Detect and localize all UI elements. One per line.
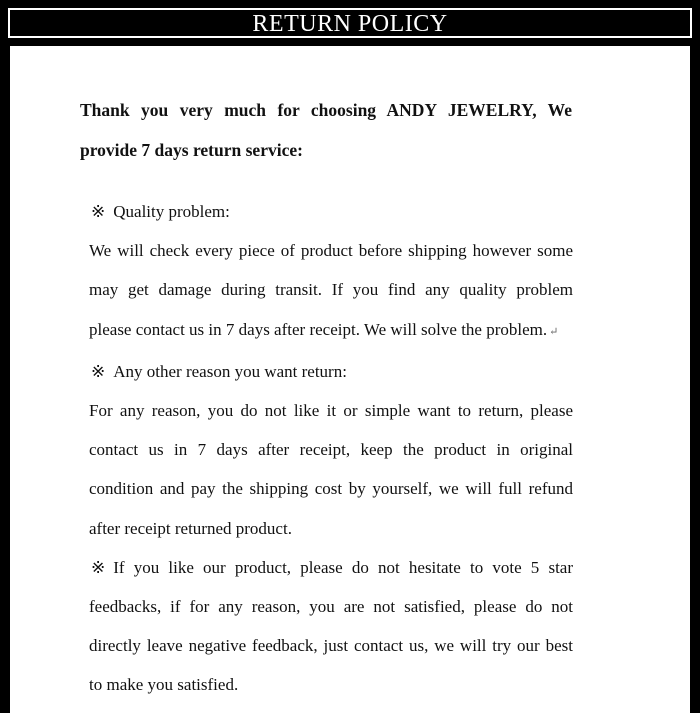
section-heading [89,352,573,391]
return-mark-icon: ↵ [549,325,559,338]
return-policy-banner [8,8,692,38]
policy-body [89,192,573,705]
section-line: contact us in 7 days after receipt, keep the product in original [89,440,573,460]
reference-mark-icon: ※ [91,361,106,381]
intro-paragraph [80,90,572,170]
section-line: to make you satisfied. [89,675,239,695]
section-heading-text: Any other reason you want return: [113,361,347,381]
section-line: We will check every piece of product before shipping however some [89,241,573,261]
section-heading [89,192,573,231]
section-line-wrap [89,310,573,352]
intro-line: provide 7 days return service: [80,140,303,160]
section-line: If you like our product, please do not hesitate to vote 5 star [113,557,573,577]
section-line: may get damage during transit. If you find any quality problem [89,280,573,300]
section-line: after receipt returned product. [89,518,292,538]
other-reason-section [89,352,573,548]
section-line-wrap [89,548,573,587]
reference-mark-icon: ※ [91,202,106,221]
quality-problem-section [89,192,573,352]
section-line: please contact us in 7 days after receipt. We will solve the problem. [89,319,548,339]
section-heading-text: Quality problem: [113,202,230,221]
intro-line: Thank you very much for choosing ANDY JEWELRY, We [80,100,572,120]
section-line: directly leave negative feedback, just contact us, we will try our best [89,636,573,656]
section-line: feedbacks, if for any reason, you are not satisfied, please do not [89,597,573,617]
reference-mark-icon: ※ [91,557,106,577]
feedback-section [89,548,573,705]
section-line: For any reason, you do not like it or simple want to return, please [89,401,573,421]
section-line: condition and pay the shipping cost by yourself, we will full refund [89,479,573,499]
policy-panel [10,46,690,713]
banner-title: RETURN POLICY [252,10,448,37]
